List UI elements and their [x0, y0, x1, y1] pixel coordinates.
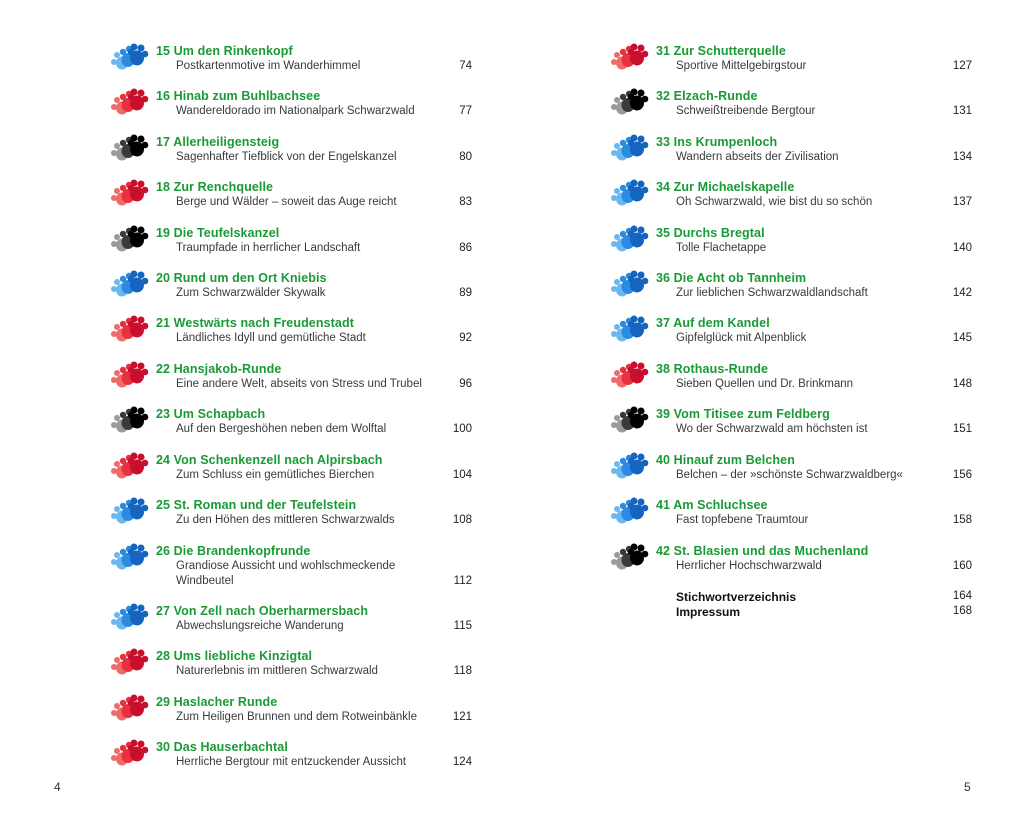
tour-title: 38 Rothaus-Runde [656, 362, 769, 376]
tour-subtitle: Postkartenmotive im Wanderhimmel [176, 60, 361, 72]
paw-difficulty-icon [608, 314, 650, 344]
paw-difficulty-icon [108, 647, 150, 677]
tour-page-number: 148 [952, 378, 972, 390]
tour-page-number: 74 [459, 60, 472, 72]
tour-title: 29 Haslacher Runde [156, 695, 278, 709]
tour-page-number: 134 [952, 151, 972, 163]
tour-title: 31 Zur Schutterquelle [656, 44, 786, 58]
tour-subtitle: Zur lieblichen Schwarzwaldlandschaft [676, 287, 868, 299]
tour-subtitle: Traumpfade in herrlicher Landschaft [176, 242, 361, 254]
tour-page-number: 92 [459, 332, 472, 344]
paw-difficulty-icon [608, 451, 650, 481]
paw-difficulty-icon [108, 269, 150, 299]
tour-subtitle: Zum Schluss ein gemütliches Bierchen [176, 469, 375, 481]
tour-subtitle: Belchen – der »schönste Schwarzwaldberg« [676, 469, 903, 481]
tour-subtitle: Zum Heiligen Brunnen und dem Rotweinbänkle [176, 711, 418, 723]
index-link[interactable]: Stichwortverzeichnis [676, 590, 797, 604]
extra-page-number: 168 [952, 605, 972, 617]
tour-page-number: 124 [452, 756, 472, 768]
tour-subtitle: Herrlicher Hochschwarzwald [676, 560, 822, 572]
tour-subtitle: Eine andere Welt, abseits von Stress und Trubel [176, 378, 422, 390]
tour-title: 17 Allerheiligensteig [156, 135, 280, 149]
tour-page-number: 108 [452, 514, 472, 526]
tour-page-number: 160 [952, 560, 972, 572]
tour-subtitle: Oh Schwarzwald, wie bist du so schön [676, 196, 873, 208]
paw-difficulty-icon [608, 496, 650, 526]
tour-title: 27 Von Zell nach Oberharmersbach [156, 604, 369, 618]
page-number-left: 4 [54, 780, 61, 794]
tour-page-number: 112 [453, 575, 472, 587]
tour-title: 33 Ins Krumpenloch [656, 135, 778, 149]
tour-subtitle: Ländliches Idyll und gemütliche Stadt [176, 332, 366, 344]
paw-difficulty-icon [608, 269, 650, 299]
tour-subtitle: Wandereldorado im Nationalpark Schwarzwald [176, 105, 415, 117]
tour-page-number: 100 [452, 423, 472, 435]
tour-page-number: 151 [952, 423, 972, 435]
tour-title: 39 Vom Titisee zum Feldberg [656, 407, 830, 421]
paw-difficulty-icon [108, 451, 150, 481]
paw-difficulty-icon [108, 496, 150, 526]
paw-difficulty-icon [608, 224, 650, 254]
tour-page-number: 158 [952, 514, 972, 526]
tour-title: 32 Elzach-Runde [656, 89, 758, 103]
tour-subtitle: Schweißtreibende Bergtour [676, 105, 816, 117]
tour-title: 25 St. Roman und der Teufelstein [156, 498, 357, 512]
paw-difficulty-icon [608, 542, 650, 572]
paw-difficulty-icon [608, 405, 650, 435]
paw-difficulty-icon [108, 405, 150, 435]
tour-subtitle: Auf den Bergeshöhen neben dem Wolftal [176, 423, 387, 435]
tour-subtitle: Herrliche Bergtour mit entzuckender Aussicht [176, 756, 407, 768]
tour-page-number: 83 [459, 196, 472, 208]
tour-title: 30 Das Hauserbachtal [156, 740, 288, 754]
paw-difficulty-icon [608, 133, 650, 163]
tour-page-number: 89 [459, 287, 472, 299]
tour-subtitle: Wo der Schwarzwald am höchsten ist [676, 423, 868, 435]
tour-page-number: 86 [459, 242, 472, 254]
tour-subtitle: Berge und Wälder – soweit das Auge reicht [176, 196, 397, 208]
extra-page-number: 164 [952, 590, 972, 602]
paw-difficulty-icon [608, 42, 650, 72]
paw-difficulty-icon [108, 42, 150, 72]
tour-subtitle: Zum Schwarzwälder Skywalk [176, 287, 326, 299]
tour-title: 20 Rund um den Ort Kniebis [156, 271, 327, 285]
tour-subtitle: Gipfelglück mit Alpenblick [676, 332, 807, 344]
tour-subtitle: Sieben Quellen und Dr. Brinkmann [676, 378, 854, 390]
tour-title: 26 Die Brandenkopfrunde [156, 544, 311, 558]
tour-subtitle: Abwechslungsreiche Wanderung [176, 620, 344, 632]
tour-page-number: 77 [459, 105, 472, 117]
tour-page-number: 137 [952, 196, 972, 208]
tour-subtitle: Fast topfebene Traumtour [676, 514, 809, 526]
paw-difficulty-icon [108, 224, 150, 254]
tour-title: 35 Durchs Bregtal [656, 226, 765, 240]
tour-title: 41 Am Schluchsee [656, 498, 768, 512]
tour-title: 18 Zur Renchquelle [156, 180, 274, 194]
tour-page-number: 127 [952, 60, 972, 72]
tour-title: 36 Die Acht ob Tannheim [656, 271, 807, 285]
tour-page-number: 131 [952, 105, 972, 117]
tour-title: 34 Zur Michaelskapelle [656, 180, 795, 194]
paw-difficulty-icon [108, 602, 150, 632]
paw-difficulty-icon [108, 133, 150, 163]
page-number-right: 5 [964, 780, 971, 794]
tour-title: 42 St. Blasien und das Muchenland [656, 544, 869, 558]
tour-page-number: 104 [452, 469, 472, 481]
paw-difficulty-icon [108, 178, 150, 208]
tour-title: 22 Hansjakob-Runde [156, 362, 282, 376]
tour-page-number: 115 [453, 620, 472, 632]
tour-page-number: 96 [459, 378, 472, 390]
tour-page-number: 118 [453, 665, 472, 677]
paw-difficulty-icon [108, 542, 150, 572]
tour-subtitle-continued: Windbeutel [176, 575, 234, 587]
paw-difficulty-icon [108, 738, 150, 768]
tour-title: 19 Die Teufelskanzel [156, 226, 280, 240]
tour-title: 37 Auf dem Kandel [656, 316, 770, 330]
paw-difficulty-icon [608, 87, 650, 117]
tour-subtitle: Tolle Flachetappe [676, 242, 767, 254]
tour-title: 16 Hinab zum Buhlbachsee [156, 89, 321, 103]
tour-page-number: 121 [452, 711, 472, 723]
paw-difficulty-icon [608, 178, 650, 208]
paw-difficulty-icon [608, 360, 650, 390]
tour-subtitle: Zu den Höhen des mittleren Schwarzwalds [176, 514, 395, 526]
paw-difficulty-icon [108, 87, 150, 117]
tour-subtitle: Wandern abseits der Zivilisation [676, 151, 839, 163]
tour-title: 15 Um den Rinkenkopf [156, 44, 293, 58]
tour-subtitle: Grandiose Aussicht und wohlschmeckende [176, 560, 396, 572]
tour-title: 23 Um Schapbach [156, 407, 266, 421]
paw-difficulty-icon [108, 693, 150, 723]
imprint-link[interactable]: Impressum [676, 605, 741, 619]
tour-page-number: 142 [952, 287, 972, 299]
tour-title: 21 Westwärts nach Freudenstadt [156, 316, 354, 330]
tour-title: 40 Hinauf zum Belchen [656, 453, 795, 467]
tour-subtitle: Naturerlebnis im mittleren Schwarzwald [176, 665, 378, 677]
tour-title: 24 Von Schenkenzell nach Alpirsbach [156, 453, 383, 467]
tour-title: 28 Ums liebliche Kinzigtal [156, 649, 313, 663]
tour-subtitle: Sagenhafter Tiefblick von der Engelskanzel [176, 151, 397, 163]
tour-page-number: 156 [952, 469, 972, 481]
paw-difficulty-icon [108, 360, 150, 390]
tour-page-number: 140 [952, 242, 972, 254]
tour-page-number: 145 [952, 332, 972, 344]
tour-page-number: 80 [459, 151, 472, 163]
tour-subtitle: Sportive Mittelgebirgstour [676, 60, 807, 72]
paw-difficulty-icon [108, 314, 150, 344]
